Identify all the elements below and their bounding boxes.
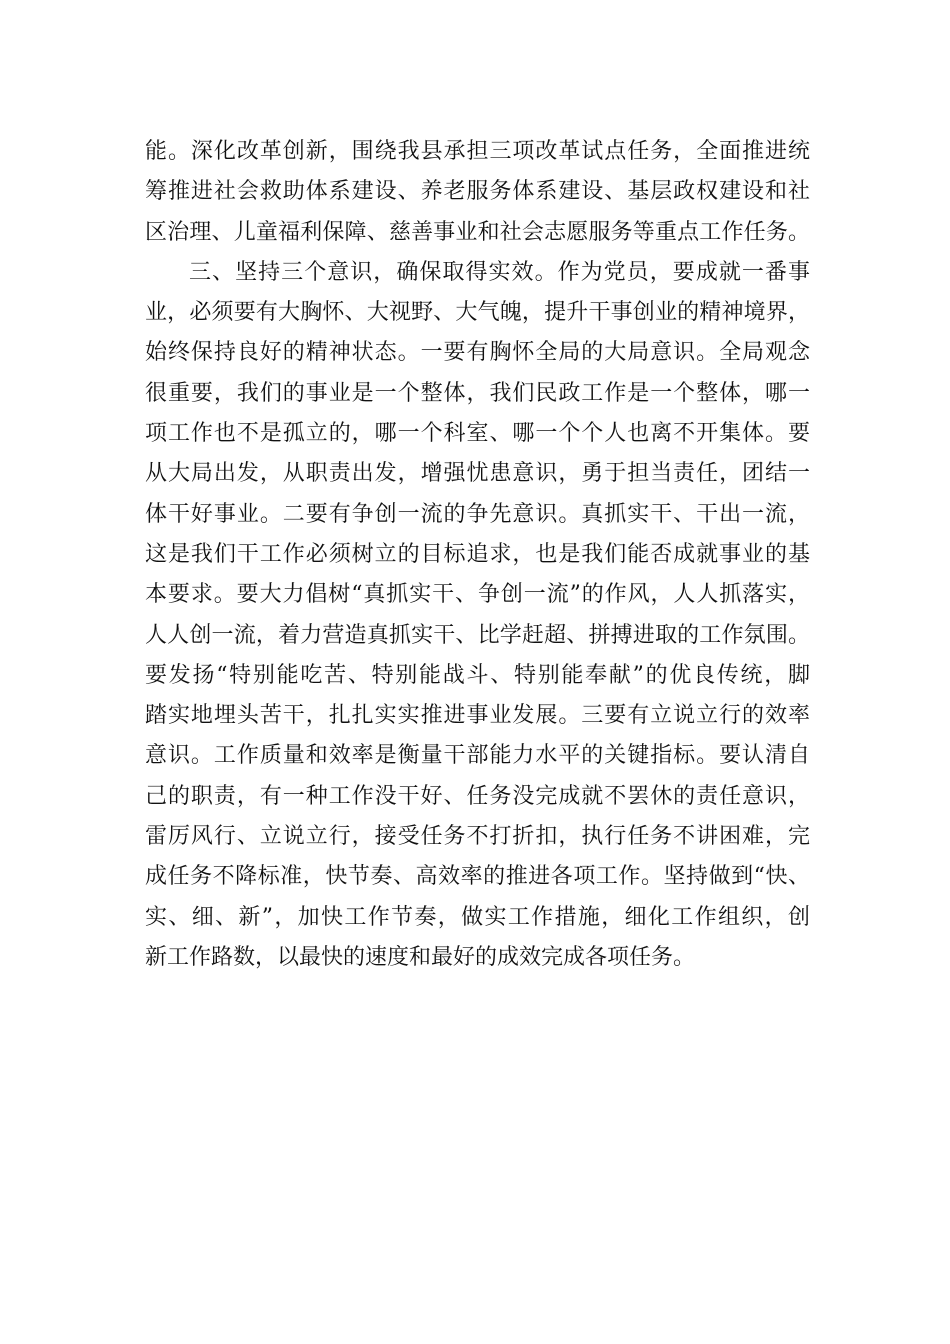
text-line: 要发扬“特别能吃苦、特别能战斗、特别能奉献”的优良传统，脚 xyxy=(145,662,810,688)
text-line: 项工作也不是孤立的，哪一个科室、哪一个个人也离不开集体。要 xyxy=(145,421,810,447)
text-line: 成任务不降标准，快节奏、高效率的推进各项工作。坚持做到“快、 xyxy=(145,864,810,890)
text-line: 体干好事业。二要有争创一流的争先意识。真抓实干、干出一流， xyxy=(145,501,810,527)
paragraph-start-line: 三、坚持三个意识，确保取得实效。作为党员，要成就一番事 xyxy=(189,259,810,285)
text-line: 意识。工作质量和效率是衡量干部能力水平的关键指标。要认清自 xyxy=(145,743,810,769)
body-text xyxy=(145,132,810,978)
text-line: 很重要，我们的事业是一个整体，我们民政工作是一个整体，哪一 xyxy=(145,380,810,406)
text-line: 踏实地埋头苦干，扎扎实实推进事业发展。三要有立说立行的效率 xyxy=(145,703,810,729)
text-line: 从大局出发，从职责出发，增强忧患意识，勇于担当责任，团结一 xyxy=(145,461,810,487)
text-line: 己的职责，有一种工作没干好、任务没完成就不罢休的责任意识， xyxy=(145,783,810,809)
text-line: 业，必须要有大胸怀、大视野、大气魄，提升干事创业的精神境界， xyxy=(145,300,810,326)
text-line: 始终保持良好的精神状态。一要有胸怀全局的大局意识。全局观念 xyxy=(145,340,810,366)
text-line: 雷厉风行、立说立行，接受任务不打折扣，执行任务不讲困难，完 xyxy=(145,824,810,850)
paragraph-end-line: 新工作路数，以最快的速度和最好的成效完成各项任务。 xyxy=(145,944,696,970)
text-line: 这是我们干工作必须树立的目标追求，也是我们能否成就事业的基 xyxy=(145,541,810,567)
text-line: 筹推进社会救助体系建设、养老服务体系建设、基层政权建设和社 xyxy=(145,179,810,205)
text-line: 区治理、儿童福利保障、慈善事业和社会志愿服务等重点工作任务。 xyxy=(145,219,810,245)
text-line: 本要求。要大力倡树“真抓实干、争创一流”的作风，人人抓落实， xyxy=(145,582,810,608)
text-line: 人人创一流，着力营造真抓实干、比学赶超、拼搏进取的工作氛围。 xyxy=(145,622,810,648)
text-line: 能。深化改革创新，围绕我县承担三项改革试点任务，全面推进统 xyxy=(145,139,810,164)
text-line: 实、细、新”，加快工作节奏，做实工作措施，细化工作组织，创 xyxy=(145,904,810,930)
